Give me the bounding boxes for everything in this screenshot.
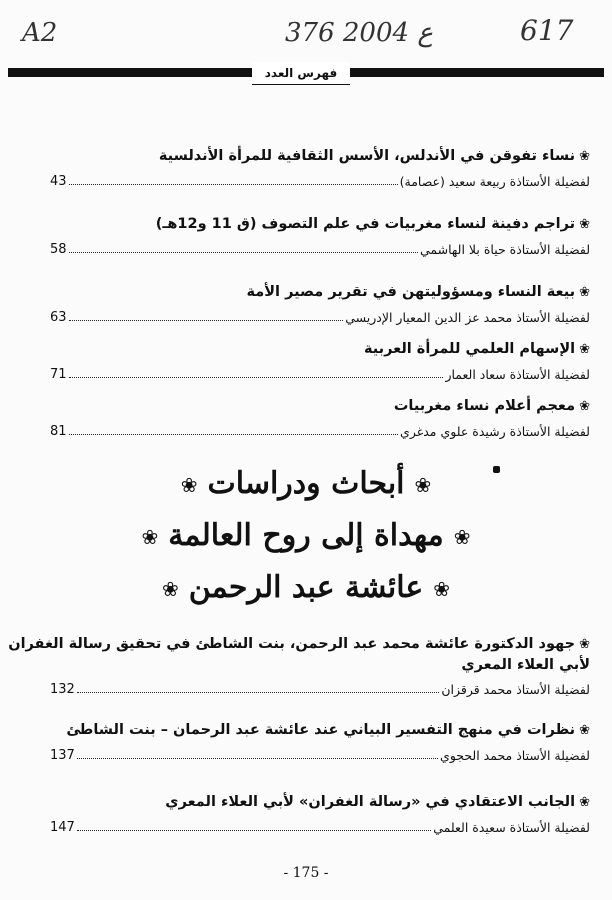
- entry-title: نساء تفوقن في الأندلس، الأسس الثقافية للمرأة الأندلسية: [158, 148, 576, 164]
- entry-line: [50, 421, 590, 439]
- entry-title-row: [50, 339, 590, 360]
- entry-title-row: [50, 396, 590, 417]
- dot-leader: [77, 692, 439, 693]
- star-ornament-icon: ❀: [161, 577, 179, 601]
- entry-author: لفضيلة الأستاذ محمد الحجوي: [440, 748, 590, 763]
- entry-title: معجم أعلام نساء مغربيات: [393, 398, 576, 414]
- section-heading-text: عائشة عبد الرحمن: [188, 570, 424, 605]
- toc-entry[interactable]: [50, 396, 590, 439]
- dot-leader: [69, 320, 344, 321]
- section-heading-line-2: [0, 518, 612, 553]
- entry-title-row: [8, 634, 590, 655]
- entry-title-row: [50, 146, 590, 167]
- entry-page: 43: [50, 174, 67, 189]
- flower-bullet-icon: ❀: [579, 149, 590, 164]
- dot-leader: [69, 184, 398, 185]
- entry-title: جهود الدكتورة عائشة محمد عبد الرحمن، بنت الشاطئ في تحقيق رسالة الغفران: [8, 636, 576, 652]
- entry-subtitle: لأبي العلاء المعري: [461, 657, 590, 673]
- entry-author: لفضيلة الأستاذة حياة بلا الهاشمي: [419, 242, 590, 257]
- entry-title: نظرات في منهج التفسير البياني عند عائشة عبد الرحمان – بنت الشاطئ: [66, 722, 576, 738]
- handwritten-note-left: A2: [22, 18, 58, 48]
- flower-bullet-icon: ❀: [579, 342, 590, 357]
- flower-bullet-icon: ❀: [579, 217, 590, 232]
- flower-bullet-icon: ❀: [579, 285, 590, 300]
- toc-entry[interactable]: [50, 339, 590, 382]
- entry-line: [50, 817, 590, 835]
- entry-title: الجانب الاعتقادي في «رسالة الغفران» لأبي العلاء المعري: [165, 794, 576, 810]
- star-ornament-icon: ❀: [453, 525, 471, 549]
- entry-author: لفضيلة الأستاذة رشيدة علوي مدغري: [400, 424, 590, 439]
- toc-entry[interactable]: [50, 282, 590, 325]
- entry-line: [50, 171, 590, 189]
- toc-entry[interactable]: [50, 720, 590, 763]
- entry-title-row: [50, 792, 590, 813]
- flower-bullet-icon: ❀: [579, 637, 590, 652]
- entry-page: 58: [50, 242, 67, 257]
- entry-line: [50, 307, 590, 325]
- page-number: - 175 -: [283, 865, 329, 881]
- entry-author: لفضيلة الأستاذة ربيعة سعيد (عصامة): [399, 174, 590, 189]
- entry-line: [50, 239, 590, 257]
- toc-entry[interactable]: [50, 214, 590, 257]
- entry-title-row: [50, 214, 590, 235]
- entry-title-row: [50, 720, 590, 741]
- section-heading-line-1: [0, 466, 612, 501]
- entry-page: 63: [50, 310, 67, 325]
- handwritten-note-right: 617: [520, 14, 574, 47]
- entry-page: 71: [50, 367, 67, 382]
- toc-entry[interactable]: [50, 792, 590, 835]
- star-ornament-icon: ❀: [414, 473, 432, 497]
- dot-leader: [77, 830, 431, 831]
- entry-line: [50, 364, 590, 382]
- entry-title-row: [50, 282, 590, 303]
- header-title: فهرس العدد: [252, 62, 350, 85]
- dot-leader: [69, 434, 398, 435]
- toc-entry[interactable]: [50, 146, 590, 189]
- entry-line: [50, 745, 590, 763]
- entry-author: لفضيلة الأستاذة سعاد العمار: [445, 367, 590, 382]
- flower-bullet-icon: ❀: [579, 399, 590, 414]
- handwritten-note-middle: 376 ع 2004: [285, 18, 433, 48]
- dot-leader: [69, 377, 444, 378]
- entry-line: [50, 679, 590, 697]
- flower-bullet-icon: ❀: [579, 795, 590, 810]
- entry-page: 137: [50, 748, 75, 763]
- section-heading-line-3: [0, 570, 612, 605]
- entry-author: لفضيلة الأستاذ محمد عز الدين المعيار الإدريسي: [345, 310, 590, 325]
- entry-page: 147: [50, 820, 75, 835]
- star-ornament-icon: ❀: [180, 473, 198, 497]
- entry-author: لفضيلة الأستاذة سعيدة العلمي: [433, 820, 590, 835]
- star-ornament-icon: ❀: [433, 577, 451, 601]
- entry-author: لفضيلة الأستاذ محمد قرقزان: [441, 682, 590, 697]
- dot-leader: [69, 252, 418, 253]
- flower-bullet-icon: ❀: [579, 723, 590, 738]
- entry-page: 81: [50, 424, 67, 439]
- entry-page: 132: [50, 682, 75, 697]
- star-ornament-icon: ❀: [141, 525, 159, 549]
- section-heading-text: مهداة إلى روح العالمة: [168, 518, 444, 553]
- dot-leader: [77, 758, 438, 759]
- toc-entry[interactable]: [8, 634, 590, 697]
- entry-title: تراجم دفينة لنساء مغربيات في علم التصوف (ق 11 و12هـ): [155, 216, 576, 232]
- entry-title: بيعة النساء ومسؤوليتهن في تقرير مصير الأمة: [246, 284, 576, 300]
- entry-title: الإسهام العلمي للمرأة العربية: [363, 341, 576, 357]
- section-heading-text: أبحاث ودراسات: [207, 466, 405, 501]
